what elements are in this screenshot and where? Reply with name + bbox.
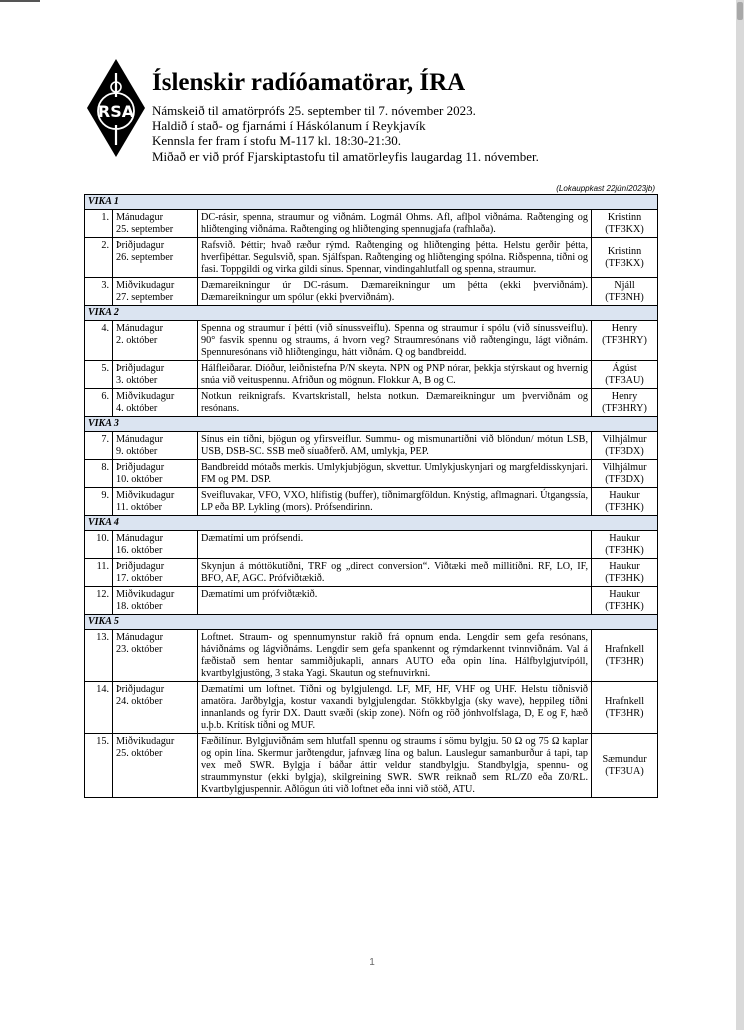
session-day xyxy=(113,531,198,559)
page-number: 1 xyxy=(369,957,375,968)
session-number: 11. xyxy=(85,559,113,587)
session-number: 6. xyxy=(85,389,113,417)
course-info xyxy=(152,103,539,164)
week-header-row xyxy=(85,417,658,432)
session-row xyxy=(85,238,658,278)
session-day xyxy=(113,321,198,361)
session-topic: Notkun reiknigrafs. Kvartskristall, helsta notkun. Dæmareikningur um þverviðnám og resónans. xyxy=(198,389,592,417)
session-instructor xyxy=(592,361,658,389)
session-day xyxy=(113,278,198,306)
instructor-callsign: (TF3HK) xyxy=(605,502,644,513)
session-date: 24. október xyxy=(116,696,163,707)
session-topic: Sínus ein tíðni, bjögun og yfirsveiflur. Summu- og mismunartíðni við blöndun/ mótun LSB, USB, DSB-SC. SSB með síuaðferð. AM, umlykja, PEP. xyxy=(198,432,592,460)
instructor-name: Ágúst xyxy=(612,363,637,374)
session-date: 4. október xyxy=(116,403,158,414)
session-day xyxy=(113,734,198,798)
weekday: Mánudagur xyxy=(116,533,163,544)
session-instructor xyxy=(592,559,658,587)
session-instructor xyxy=(592,389,658,417)
revision-note: (Lokauppkast 22júní2023jb) xyxy=(556,184,655,193)
session-number: 1. xyxy=(85,210,113,238)
scrollbar[interactable] xyxy=(736,0,744,1030)
schedule-table xyxy=(84,194,658,798)
instructor-callsign: (TF3NH) xyxy=(605,292,644,303)
instructor-callsign: (TF3HK) xyxy=(605,601,644,612)
weekday: Miðvikudagur xyxy=(116,736,175,747)
session-instructor xyxy=(592,321,658,361)
instructor-name: Kristinn xyxy=(607,212,642,223)
session-row xyxy=(85,460,658,488)
session-date: 18. október xyxy=(116,601,163,612)
scrollbar-thumb[interactable] xyxy=(737,2,743,20)
session-number: 9. xyxy=(85,488,113,516)
week-label: VIKA 1 xyxy=(85,195,658,210)
instructor-name: Vilhjálmur xyxy=(602,462,647,473)
course-info-line: Námskeið til amatörprófs 25. september til 7. nóvember 2023. xyxy=(152,103,476,118)
session-day xyxy=(113,682,198,734)
week-header-row xyxy=(85,306,658,321)
session-topic: Spenna og straumur í þétti (við sínussveiflu). Spenna og straumur í spólu (við sínussveiflu). 90° fasvik spennu og straums, á hvorn veg? Straumresónans við raðtengingu, lágt viðnám. Spennuresónans við hliðtengingu, hátt viðnám. Q og bandbreidd. xyxy=(198,321,592,361)
session-row xyxy=(85,321,658,361)
session-day xyxy=(113,432,198,460)
logo-text: RSA xyxy=(97,102,135,121)
weekday: Þriðjudagur xyxy=(116,684,165,695)
session-number: 4. xyxy=(85,321,113,361)
session-row xyxy=(85,210,658,238)
top-rule xyxy=(0,0,40,2)
session-day xyxy=(113,238,198,278)
session-number: 14. xyxy=(85,682,113,734)
session-number: 10. xyxy=(85,531,113,559)
session-instructor xyxy=(592,682,658,734)
instructor-callsign: (TF3DX) xyxy=(605,474,644,485)
session-date: 27. september xyxy=(116,292,174,303)
session-date: 10. október xyxy=(116,474,163,485)
weekday: Mánudagur xyxy=(116,632,163,643)
instructor-name: Haukur xyxy=(609,490,640,501)
session-number: 15. xyxy=(85,734,113,798)
session-topic: Hálfleiðarar. Díóður, leiðnistefna P/N skeyta. NPN og PNP nórar, þekkja stýrskaut og hvernig snúa við veituspennu. Afriðun og mögnun. Flokkur A, B og C. xyxy=(198,361,592,389)
weekday: Þriðjudagur xyxy=(116,363,165,374)
session-row xyxy=(85,278,658,306)
weekday: Miðvikudagur xyxy=(116,280,175,291)
instructor-callsign: (TF3AU) xyxy=(605,375,644,386)
ira-diamond-logo-icon xyxy=(85,57,147,159)
session-topic: Sveifluvakar, VFO, VXO, hlífistig (buffer), tíðnimargföldun. Knýstig, aflmagnari. Útgangssía, LP eða BP. Lykling (mors). Prófsendirinn. xyxy=(198,488,592,516)
session-number: 3. xyxy=(85,278,113,306)
session-number: 2. xyxy=(85,238,113,278)
session-row xyxy=(85,361,658,389)
course-info-line: Haldið í stað- og fjarnámi í Háskólanum í Reykjavík xyxy=(152,118,426,134)
instructor-callsign: (TF3HR) xyxy=(605,708,644,719)
session-row xyxy=(85,559,658,587)
instructor-name: Henry xyxy=(611,323,638,334)
weekday: Miðvikudagur xyxy=(116,490,175,501)
session-instructor xyxy=(592,432,658,460)
session-instructor xyxy=(592,488,658,516)
course-info-line: Kennsla fer fram í stofu M-117 kl. 18:30-21:30. xyxy=(152,133,401,149)
session-topic: Fæðilínur. Bylgjuviðnám sem hlutfall spennu og straums í sömu bylgju. 50 Ω og 75 Ω kaplar og opin lína. Skermur jarðtengdur, jafnvæg lína og balun. Lauslegur samanburður á tapi, tap vex með SWR. Bylgja í báðar áttir veldur standbylgju. Standbylgja, spennu- og straummynstur (ekki bylgja), skilgreining SWR. SWR reiknað sem RL/Z0 eða Z0/RL. Kvartbylgjuspennir. Aðlögun úti við loftnet eða inni við stöð, ATU. xyxy=(198,734,592,798)
instructor-name: Henry xyxy=(611,391,638,402)
instructor-name: Sæmundur xyxy=(602,754,647,765)
session-topic: Rafsvið. Þéttir; hvað ræður rýmd. Raðtenging og hliðtenging þétta. Helstu gerðir þétta, hverfiþéttar. Segulsvið, span. Sjálfspan. Raðtenging og hliðtenging spólna. Riðspenna, tíðni og fasi. Toppgildi og virka gildi sínus. Spennar, vindingahlutfall og spenna, straumur. xyxy=(198,238,592,278)
session-row xyxy=(85,389,658,417)
instructor-callsign: (TF3DX) xyxy=(605,446,644,457)
session-date: 9. október xyxy=(116,446,158,457)
session-day xyxy=(113,559,198,587)
session-instructor xyxy=(592,630,658,682)
session-date: 17. október xyxy=(116,573,163,584)
week-header-row xyxy=(85,195,658,210)
session-topic: Dæmatími um prófsendi. xyxy=(198,531,592,559)
session-date: 23. október xyxy=(116,644,163,655)
instructor-name: Hrafnkell xyxy=(605,644,645,655)
instructor-callsign: (TF3HRY) xyxy=(602,403,647,414)
session-topic: Loftnet. Straum- og spennumynstur rakið frá opnum enda. Lengdir sem gefa resónans, háviðnáms og lágviðnáms. Lengdir sem gefa spankennt og rýmdarkennt tvinnviðnám. Val á fæðistað sem hentar sammiðjukapli, annars AUTO eða opin lína. Hálfbylgjutvípóll, kvartbylgjustöng, 3 staka Yagi. Skautun og stefnuvirkni. xyxy=(198,630,592,682)
instructor-callsign: (TF3UA) xyxy=(605,766,644,777)
session-instructor xyxy=(592,734,658,798)
instructor-name: Haukur xyxy=(609,589,640,600)
session-number: 7. xyxy=(85,432,113,460)
session-number: 8. xyxy=(85,460,113,488)
weekday: Miðvikudagur xyxy=(116,589,175,600)
session-number: 13. xyxy=(85,630,113,682)
session-row xyxy=(85,488,658,516)
session-topic: Bandbreidd mótaðs merkis. Umlykjubjögun, skvettur. Umlykjuskynjari og margfeldisskynjari. FM og PM. DSP. xyxy=(198,460,592,488)
session-topic: DC-rásir, spenna, straumur og viðnám. Logmál Ohms. Afl, aflþol viðnáma. Raðtenging og hliðtenging viðnáma. Raðtenging og hliðtenging spennugjafa (rafhlaða). xyxy=(198,210,592,238)
session-instructor xyxy=(592,278,658,306)
session-instructor xyxy=(592,587,658,615)
session-day xyxy=(113,488,198,516)
weekday: Mánudagur xyxy=(116,212,163,223)
week-header-row xyxy=(85,615,658,630)
instructor-callsign: (TF3KX) xyxy=(605,224,644,235)
session-topic: Skynjun á móttökutíðni, TRF og „direct conversion“. Viðtæki með millitíðni. RF, LO, IF, BFO, AF, AGC. Prófviðtækið. xyxy=(198,559,592,587)
session-date: 16. október xyxy=(116,545,163,556)
instructor-callsign: (TF3KX) xyxy=(605,258,644,269)
session-day xyxy=(113,361,198,389)
session-date: 25. september xyxy=(116,224,174,235)
session-number: 12. xyxy=(85,587,113,615)
session-instructor xyxy=(592,460,658,488)
session-instructor xyxy=(592,210,658,238)
session-day xyxy=(113,630,198,682)
course-info-line: Miðað er við próf Fjarskiptastofu til amatörleyfis laugardag 11. nóvember. xyxy=(152,148,539,164)
document-title: Íslenskir radíóamatörar, ÍRA xyxy=(152,69,466,96)
session-day xyxy=(113,389,198,417)
session-instructor xyxy=(592,531,658,559)
instructor-callsign: (TF3HK) xyxy=(605,545,644,556)
session-row xyxy=(85,734,658,798)
session-row xyxy=(85,432,658,460)
session-date: 2. október xyxy=(116,335,158,346)
session-instructor xyxy=(592,238,658,278)
instructor-callsign: (TF3HRY) xyxy=(602,335,647,346)
session-row xyxy=(85,682,658,734)
session-topic: Dæmatími um loftnet. Tíðni og bylgjulengd. LF, MF, HF, VHF og UHF. Helstu tíðnisvið amatöra. Jarðbylgja, kostur vaxandi bylgjulengdar. Stökkbylgja (sky wave), heppileg tíðni innanlands og fyrir DX. Dautt svæði (skip zone). Nöfn og röð jónhvolfslaga, D, E og F, hæð u.þ.b. Krítísk tíðni og MUF. xyxy=(198,682,592,734)
week-header-row xyxy=(85,516,658,531)
session-day xyxy=(113,210,198,238)
instructor-name: Haukur xyxy=(609,533,640,544)
weekday: Mánudagur xyxy=(116,434,163,445)
instructor-name: Njáll xyxy=(614,280,635,291)
session-date: 3. október xyxy=(116,375,158,386)
session-topic: Dæmareikningur úr DC-rásum. Dæmareikningur um þétta (ekki þverviðnám). Dæmareikningur um spólur (ekki þverviðnám). xyxy=(198,278,592,306)
weekday: Þriðjudagur xyxy=(116,561,165,572)
week-label: VIKA 3 xyxy=(85,417,658,432)
session-date: 11. október xyxy=(116,502,163,513)
session-date: 25. október xyxy=(116,748,163,759)
weekday: Miðvikudagur xyxy=(116,391,175,402)
instructor-callsign: (TF3HK) xyxy=(605,573,644,584)
weekday: Mánudagur xyxy=(116,323,163,334)
session-row xyxy=(85,531,658,559)
session-topic: Dæmatími um prófviðtækið. xyxy=(198,587,592,615)
weekday: Þriðjudagur xyxy=(116,240,165,251)
instructor-name: Hrafnkell xyxy=(605,696,645,707)
instructor-name: Vilhjálmur xyxy=(602,434,647,445)
weekday: Þriðjudagur xyxy=(116,462,165,473)
session-row xyxy=(85,630,658,682)
week-label: VIKA 5 xyxy=(85,615,658,630)
instructor-callsign: (TF3HR) xyxy=(605,656,644,667)
week-label: VIKA 4 xyxy=(85,516,658,531)
instructor-name: Haukur xyxy=(609,561,640,572)
session-day xyxy=(113,587,198,615)
session-day xyxy=(113,460,198,488)
session-date: 26. september xyxy=(116,252,174,263)
week-label: VIKA 2 xyxy=(85,306,658,321)
session-row xyxy=(85,587,658,615)
session-number: 5. xyxy=(85,361,113,389)
instructor-name: Kristinn xyxy=(607,246,642,257)
